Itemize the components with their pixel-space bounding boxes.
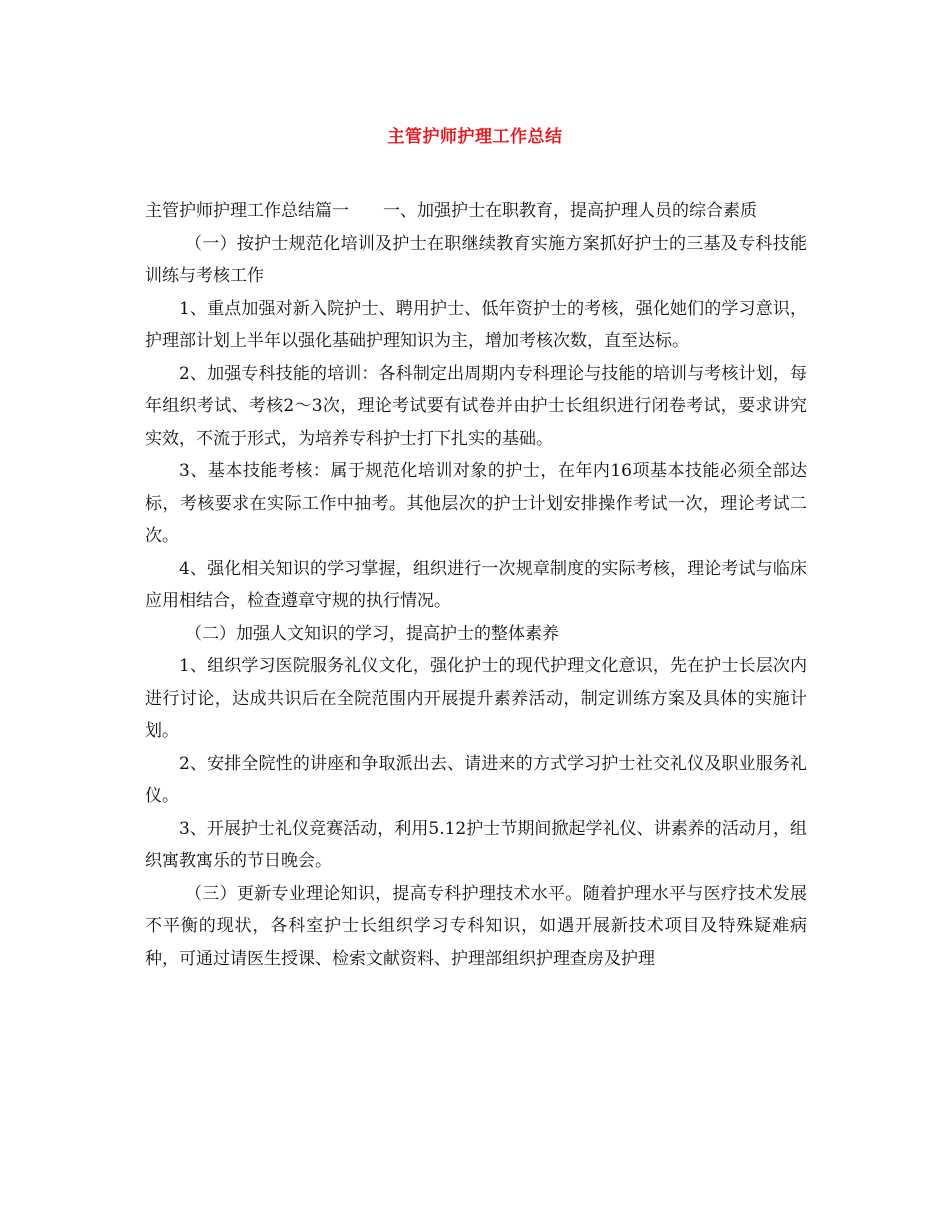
paragraph-6: 4、强化相关知识的学习掌握，组织进行一次规章制度的实际考核，理论考试与临床应用相结合，检查遵章守规的执行情况。 [145, 558, 807, 611]
paragraph-9: 2、安排全院性的讲座和争取派出去、请进来的方式学习护士社交礼仪及职业服务礼仪。 [145, 753, 807, 806]
paragraph-2: （一）按护士规范化培训及护士在职继续教育实施方案抓好护士的三基及专科技能训练与考核工作 [145, 233, 807, 286]
document-title: 主管护师护理工作总结 [387, 127, 563, 147]
paragraph-11: （三）更新专业理论知识，提高专科护理技术水平。随着护理水平与医疗技术发展不平衡的现状，各科室护士长组织学习专科知识，如遇开展新技术项目及特殊疑难病种，可通过请医生授课、检索文献资料、护理部组织护理查房及护理 [145, 883, 807, 969]
paragraph-8: 1、组织学习医院服务礼仪文化，强化护士的现代护理文化意识，先在护士长层次内进行讨论，达成共识后在全院范围内开展提升素养活动，制定训练方案及具体的实施计划。 [145, 656, 807, 741]
paragraph-1: 主管护师护理工作总结篇一 一、加强护士在职教育，提高护理人员的综合素质 [145, 201, 757, 221]
paragraph-5: 3、基本技能考核：属于规范化培训对象的护士，在年内16项基本技能必须全部达标，考核要求在实际工作中抽考。其他层次的护士计划安排操作考试一次，理论考试二次。 [145, 461, 807, 546]
paragraph-4: 2、加强专科技能的培训：各科制定出周期内专科理论与技能的培训与考核计划，每年组织考试、考核2～3次，理论考试要有试卷并由护士长组织进行闭卷考试，要求讲究实效，不流于形式，为培养专科护士打下扎实的基础。 [145, 363, 807, 449]
paragraph-10: 3、开展护士礼仪竞赛活动，利用5.12护士节期间掀起学礼仪、讲素养的活动月，组织寓教寓乐的节日晚会。 [145, 818, 807, 871]
paragraph-3: 1、重点加强对新入院护士、聘用护士、低年资护士的考核，强化她们的学习意识，护理部计划上半年以强化基础护理知识为主，增加考核次数，直至达标。 [145, 298, 807, 351]
paragraph-7: （二）加强人文知识的学习，提高护士的整体素养 [185, 623, 559, 644]
document-body [145, 195, 807, 975]
